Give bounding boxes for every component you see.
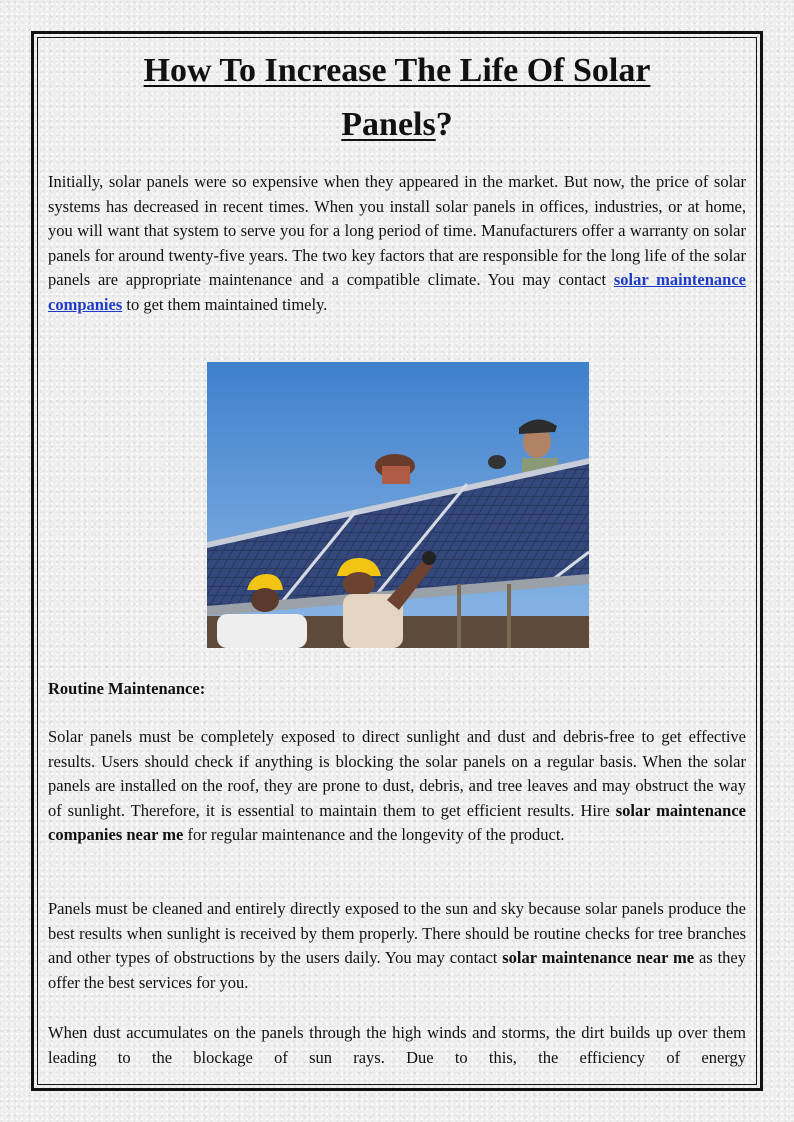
title-line1: How To Increase The Life Of Solar [143,52,651,89]
title-qmark: ? [435,106,453,143]
routine-paragraph-3: When dust accumulates on the panels through the high winds and storms, the dirt builds up over them leading to the blockage of sun rays. Due to this, the efficiency of energy [48,1023,746,1067]
page-title [48,44,746,152]
bold-keyword-1: solar maintenance companies near me [48,800,746,845]
intro-paragraph: Initially, solar panels were so expensive when they appeared in the market. But now, the price of solar systems has decreased in recent times. When you install solar panels in offices, industries, or at home, you will want that system to serve you for a long period of time. Manufacturers offer a warranty on solar panels for around twenty-five years. The two key factors that are responsible for the long life of the solar panels are appropriate maintenance and a compatible climate. You may contact solar maintenance companies to get them maintained timely. [48,172,746,314]
document-body [48,44,746,1067]
routine-paragraph-2: Panels must be cleaned and entirely directly exposed to the sun and sky because solar panels produce the best results when sunlight is received by them properly. There should be routine checks for tree branches and other types of obstructions by the users daily. You may contact solar maintenance near me as they offer the best services for you. [48,899,746,992]
solar-installation-photo [207,362,589,648]
routine-maintenance-heading: Routine Maintenance: [48,679,206,698]
bold-keyword-2: solar maintenance near me [502,948,695,968]
solar-maintenance-companies-link[interactable]: solar maintenance companies [48,270,746,314]
title-line2: Panels [341,106,436,143]
routine-paragraph-1: Solar panels must be completely exposed to direct sunlight and dust and debris-free to get effective results. Users should check if anything is blocking the solar panels on a regular basis. When the solar panels are installed on the roof, they are prone to dust, debris, and tree leaves and may obstruct the way of sunlight. Therefore, it is essential to maintain them to get efficient results. Hire solar maintenance companies near me for regular maintenance and the longevity of the product. [48,727,746,845]
